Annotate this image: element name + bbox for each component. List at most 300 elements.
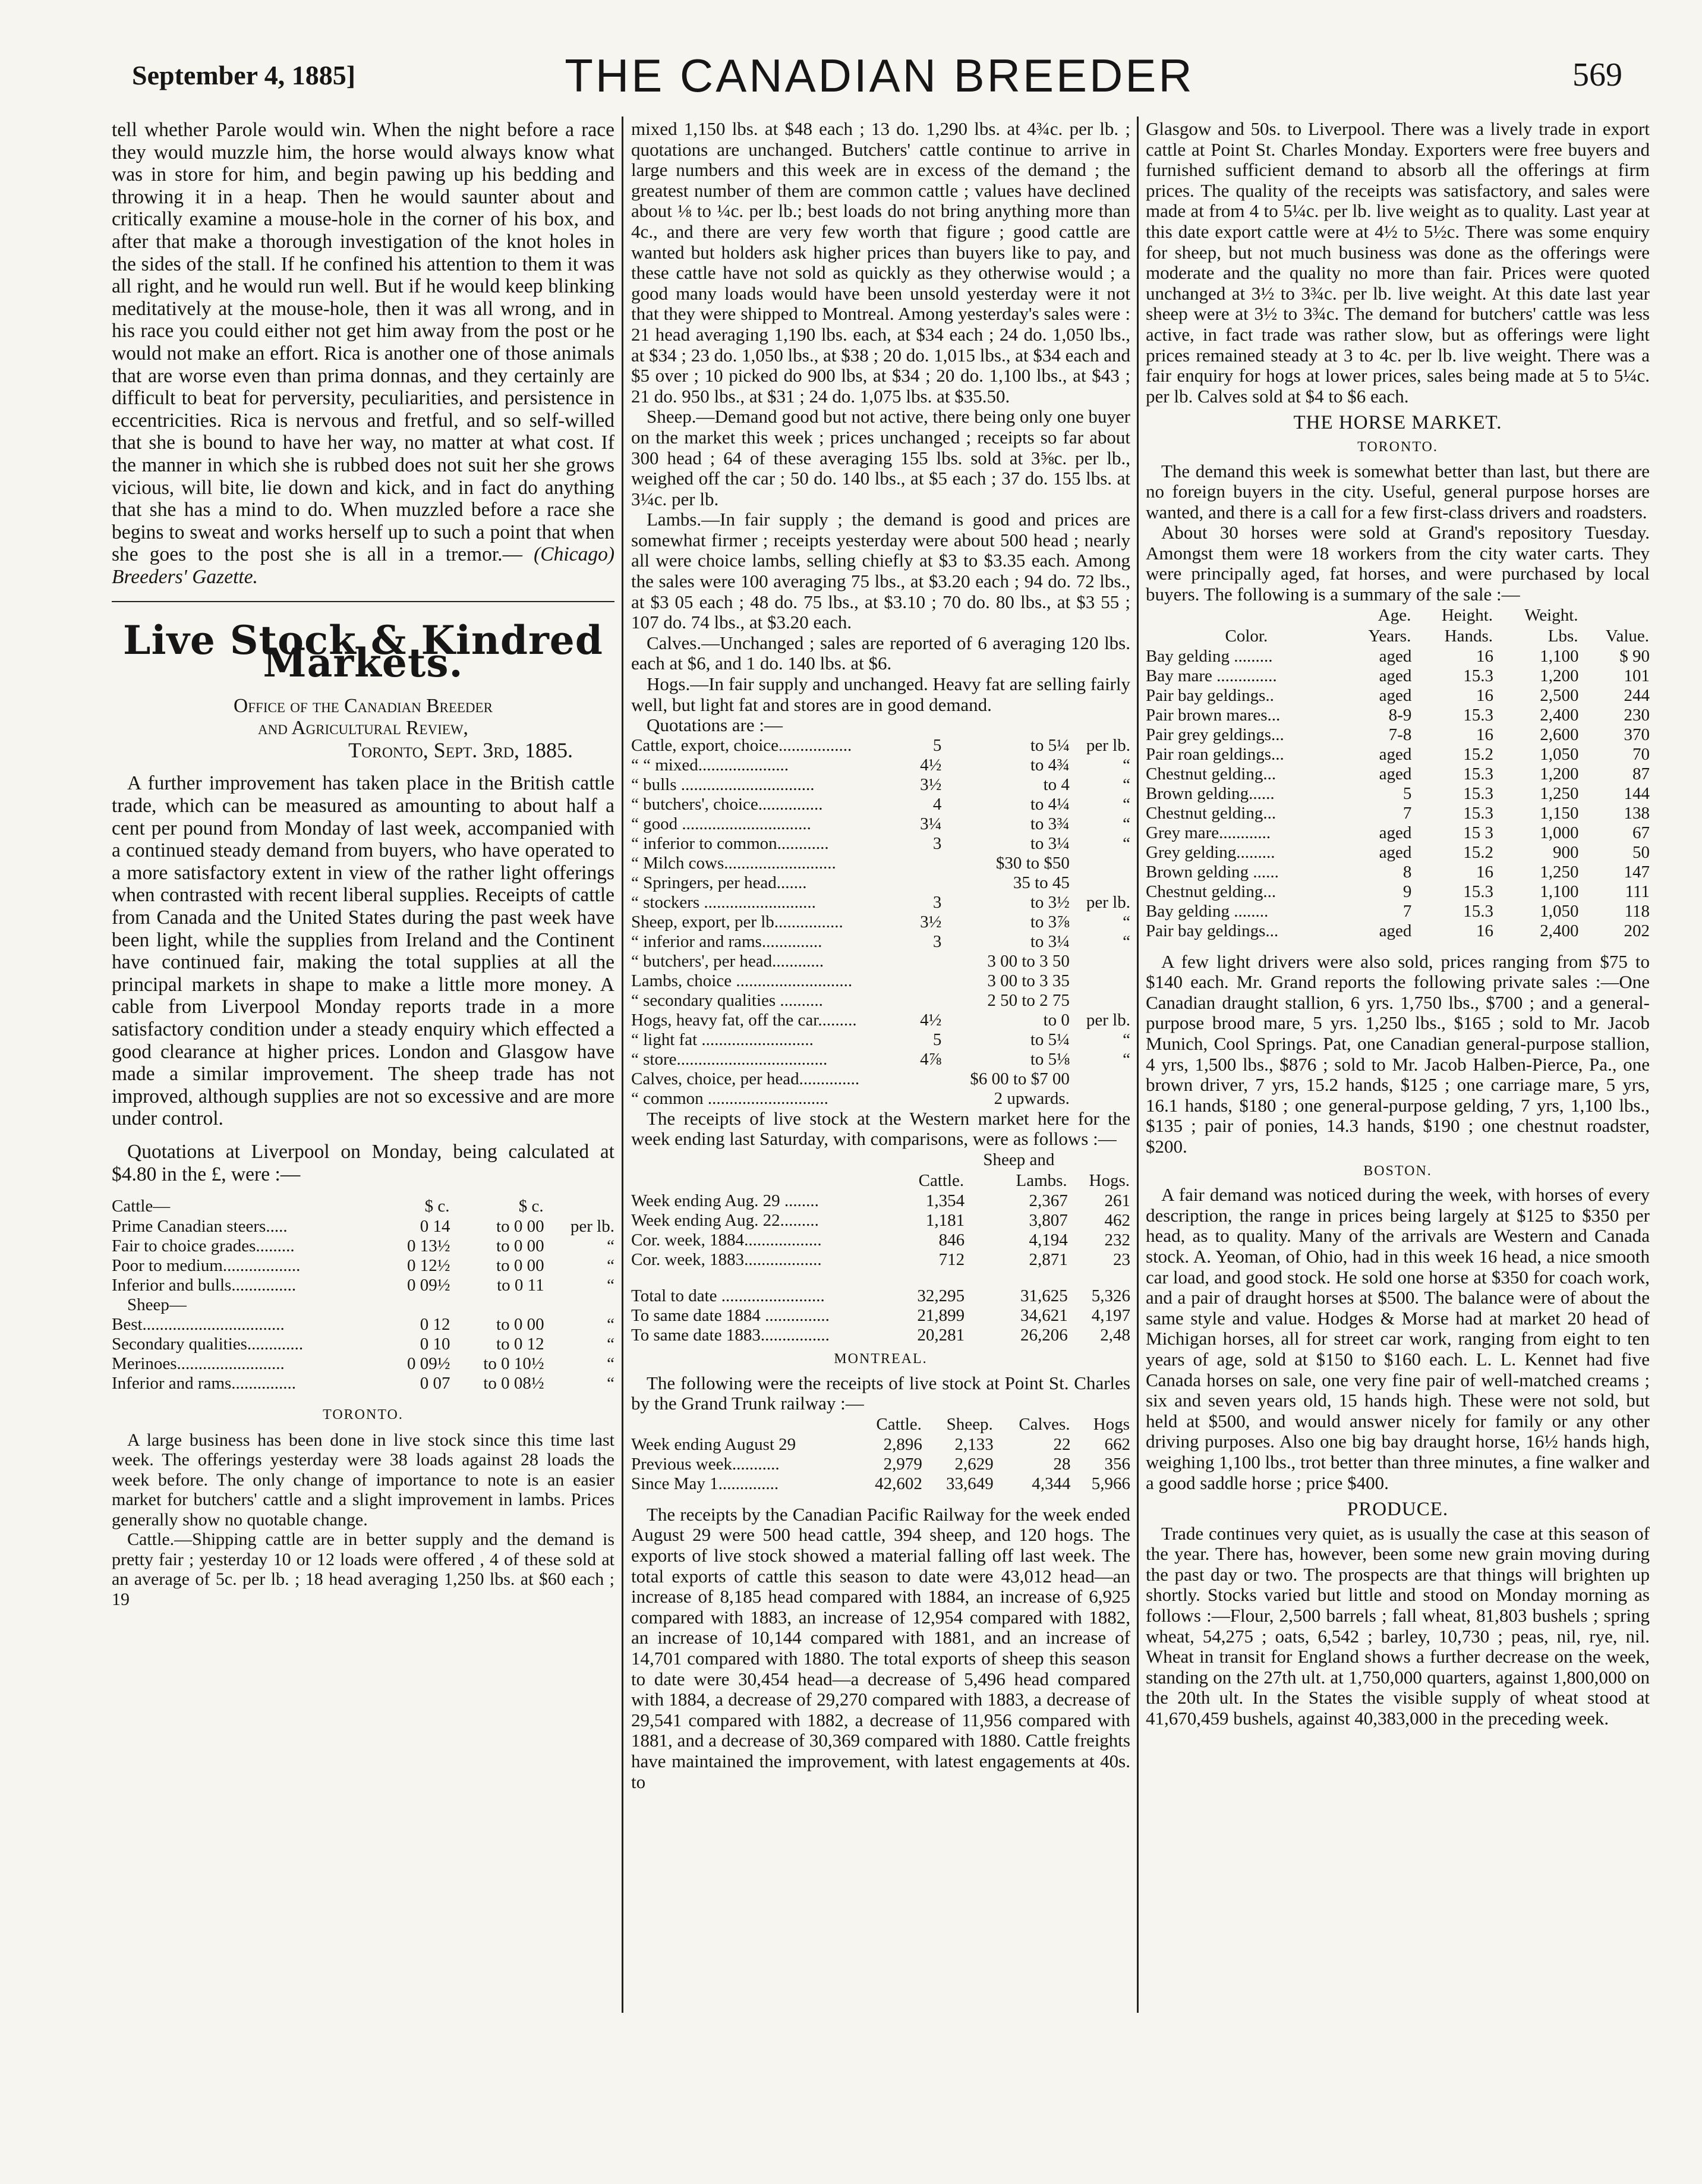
issue-date: September 4, 1885] — [132, 60, 356, 90]
table-cell: 3,807 — [1029, 1211, 1068, 1230]
table-cell: 1,150 — [1540, 803, 1579, 823]
table-cell: Lambs, choice ........................... — [631, 971, 853, 990]
table-row — [631, 952, 1130, 971]
table-cell: “ — [1123, 1049, 1130, 1069]
table-cell: 1,100 — [1540, 646, 1579, 666]
table-cell: 7 — [1402, 803, 1412, 823]
table-cell: Calves, choice, per head.............. — [631, 1069, 860, 1088]
table-row — [112, 1276, 614, 1295]
table-row — [631, 1089, 1130, 1109]
table-cell: “ store................................... — [631, 1049, 828, 1069]
table-cell: 2,367 — [1029, 1191, 1068, 1210]
table-cell: to 3½ — [1030, 892, 1070, 912]
table-cell: 370 — [1624, 725, 1650, 744]
table-header: Calves. — [1019, 1414, 1070, 1434]
table-cell: 15.3 — [1463, 783, 1494, 803]
table-cell: “ secondary qualities .......... — [631, 990, 823, 1010]
table-cell — [381, 1295, 450, 1315]
table-row — [631, 1030, 1130, 1050]
table-header: Cattle. — [876, 1414, 922, 1434]
table-cell: Bay gelding ........ — [1146, 901, 1269, 921]
table-cell: 2,500 — [1540, 685, 1579, 705]
table-cell: “ — [607, 1256, 614, 1276]
table-cell: to 5⅛ — [1030, 1049, 1070, 1069]
table-cell: 15.3 — [1463, 705, 1494, 725]
table-cell: 4,344 — [1032, 1474, 1071, 1493]
table-cell: 2,48 — [1100, 1326, 1130, 1345]
table-cell: 21,899 — [917, 1306, 965, 1325]
table-cell: “ bulls ............................... — [631, 775, 815, 794]
table-cell: 15.3 — [1463, 666, 1494, 685]
table-cell: 2,896 — [883, 1434, 922, 1454]
table-cell — [908, 1089, 941, 1109]
table-cell: to 5¼ — [1030, 735, 1070, 755]
table-row — [631, 795, 1130, 814]
table-cell: 70 — [1632, 744, 1650, 764]
table-cell: 111 — [1625, 882, 1650, 901]
table-cell: $ 90 — [1619, 646, 1650, 666]
table-cell: 15 3 — [1463, 823, 1494, 842]
table-row — [1146, 921, 1650, 941]
subsection-heading: TORONTO. — [323, 1407, 404, 1423]
table-cell: Bay mare .............. — [1146, 666, 1277, 685]
table-cell: 16 — [1476, 685, 1494, 705]
table-row — [1146, 902, 1650, 921]
table-cell: 16 — [1476, 862, 1494, 882]
table-cell: 8 — [1402, 862, 1412, 882]
table-row — [631, 1050, 1130, 1069]
table-cell: aged — [1379, 744, 1412, 764]
table-row — [631, 1191, 1130, 1211]
table-row — [631, 873, 1130, 893]
table-cell: 244 — [1624, 685, 1650, 705]
table-cell: 2,400 — [1540, 705, 1579, 725]
article-paragraph: Lambs.—In fair supply ; the demand is good and prices are somewhat firmer ; receipts yesterday were about 500 head ; nearly all were choice lambs, selling chiefly at $3 to $3.35 each. Among the sales were 100 averaging 75 lbs., at $3.20 each ; 94 do. 72 lbs., at $3 05 each ; 48 do. 75 lbs., at $3.10 ; 70 do. 80 lbs., at $3 55 ; 107 do. 74 lbs., at $3.20 each. — [631, 509, 1130, 633]
table-row — [112, 1354, 614, 1374]
table-cell: Chestnut gelding... — [1146, 803, 1276, 823]
table-cell — [908, 971, 941, 991]
table-row — [112, 1217, 614, 1236]
table-cell: 662 — [1104, 1434, 1130, 1454]
table-cell — [631, 1270, 1130, 1286]
liverpool-quotations-table — [112, 1196, 614, 1393]
dateline: Toronto, Sept. 3rd, 1885. — [348, 738, 573, 762]
table-cell: 5,966 — [1091, 1474, 1130, 1493]
table-cell: Inferior and rams............... — [112, 1374, 297, 1393]
table-cell: to 0 08½ — [483, 1374, 544, 1393]
table-row — [1146, 764, 1650, 784]
article-paragraph: A few light drivers were also sold, prices ranging from $75 to $140 each. Mr. Grand reports the following private sales :—One Canadian draught stallion, 6 yrs. 1,750 lbs., $700 ; and a general-purpose brood mare, 5 yrs. 1,250 lbs., $165 ; sold to Mr. Jacob Munich, Cool Springs. Pat, one Canadian general-purpose stallion, 4 yrs, 1,500 lbs., $876 ; sold to Mr. Jacob Halben-Pierce, Pa., one brown driver, 7 yrs, 15.2 hands, $125 ; one carriage mare, 5 yrs, 16.1 hands, $180 ; one general-purpose gelding, 7 yrs, 1,100 lbs., $135 ; pair of ponies, 14.3 hands, $190 ; one chestnut roadster, $200. — [1146, 951, 1650, 1157]
table-cell: 67 — [1632, 823, 1650, 842]
table-cell: to 0 — [1043, 1010, 1070, 1030]
table-cell: to 3¼ — [1030, 931, 1070, 951]
table-cell: 144 — [1624, 783, 1650, 803]
table-cell — [908, 991, 941, 1011]
table-cell: 4½ — [920, 1010, 942, 1030]
table-header: Years. — [1368, 626, 1411, 646]
table-cell: per lb. — [1086, 735, 1130, 755]
table-cell: “ “ mixed..................... — [631, 755, 789, 775]
section-heading: THE HORSE MARKET. — [1293, 412, 1502, 434]
table-cell: Previous week........... — [631, 1454, 780, 1474]
table-cell: 0 07 — [420, 1374, 450, 1393]
table-cell: Chestnut gelding... — [1146, 882, 1276, 901]
table-cell: Week ending Aug. 29 ........ — [631, 1191, 819, 1210]
table-cell: 15.2 — [1463, 842, 1494, 862]
horse-sale-table — [1146, 605, 1650, 941]
article-paragraph: Glasgow and 50s. to Liverpool. There was a lively trade in export cattle at Point St. Charles Monday. Exporters were free buyers and furnished sufficient demand to absorb all the offerings at firm prices. The quality of the receipts was satisfactory, and sales were made at from 4 to 5¼c. per lb. live weight as to quality. Last year at this date export cattle were at 4½ to 5½c. There was some enquiry for sheep, but not much business was done as the offerings were moderate and the quality no more than fair. Prices were quoted unchanged at 3½ to 3¾c. per lb. live weight. At this date last year sheep were at 3½ to 3¾c. The demand for butchers' cattle was less active, in fact trade was rather slow, but as offerings were light prices remained steady at 3 to 4c. per lb. live weight. There was a fair enquiry for hogs at lower prices, sales being made at 5 to 5¼c. per lb. Calves sold at $4 to $6 each. — [1146, 118, 1650, 407]
table-cell: 1,050 — [1540, 744, 1579, 764]
table-header: Sheep. — [946, 1414, 993, 1434]
table-header: Hogs. — [1089, 1171, 1130, 1190]
table-cell: “ — [1123, 912, 1130, 931]
table-header: Color. — [1225, 626, 1268, 646]
table-cell: Pair bay geldings... — [1146, 921, 1279, 940]
table-row — [1146, 823, 1650, 843]
table-cell: 1,181 — [925, 1211, 965, 1230]
table-cell: “ Springers, per head....... — [631, 873, 807, 892]
table-cell: to 0 00 — [496, 1217, 544, 1236]
table-cell: 4⅞ — [920, 1049, 942, 1069]
table-header: $ c. — [424, 1197, 450, 1216]
table-cell: Pair roan geldings... — [1146, 744, 1284, 764]
table-row — [112, 1315, 614, 1335]
table-cell: 147 — [1624, 862, 1650, 882]
article-paragraph: Sheep.—Demand good but not active, there being only one buyer on the market this week ; prices unchanged ; receipts so far about 300 head ; 64 of these averaging 155 lbs. sold at 3⅝c. per lb., weighed off the car ; 50 do. 140 lbs., at $5 each ; 37 do. 155 lbs. at 3¼c. per lb. — [631, 406, 1130, 509]
article-paragraph: Quotations are :— — [647, 715, 783, 736]
table-header — [631, 1170, 894, 1191]
table-row — [1146, 647, 1650, 666]
article-paragraph: About 30 horses were sold at Grand's repository Tuesday. Amongst them were 18 workers from the city water carts. They were principally aged, fat horses, and were purchased by local buyers. The following is a summary of the sale :— — [1146, 522, 1650, 605]
table-spacer-row — [631, 1270, 1130, 1286]
table-cell: 16 — [1476, 725, 1494, 744]
table-cell: 0 12 — [420, 1315, 450, 1335]
table-cell: 1,200 — [1540, 764, 1579, 783]
table-row — [1146, 706, 1650, 725]
table-cell: to 5¼ — [1030, 1030, 1070, 1049]
table-cell: Pair brown mares... — [1146, 705, 1281, 725]
table-cell — [450, 1295, 544, 1315]
table-cell: 4 — [932, 794, 942, 814]
table-cell: 2,400 — [1540, 921, 1579, 940]
table-row — [631, 1069, 1130, 1089]
table-cell: “ — [1123, 814, 1130, 833]
table-cell: 2,871 — [1029, 1250, 1068, 1269]
table-header — [1579, 605, 1650, 626]
table-cell: 3 00 to 3 35 — [987, 971, 1070, 990]
table-cell: Total to date ........................ — [631, 1286, 825, 1305]
table-cell: 1,200 — [1540, 666, 1579, 685]
table-header: Sheep and — [983, 1150, 1055, 1169]
table-cell: to 4¼ — [1030, 794, 1070, 814]
table-cell: to 3¼ — [1030, 833, 1070, 853]
article-paragraph: A further improvement has taken place in the British cattle trade, which can be measured as amounting to about half a cent per pound from Monday of last week, accompanied with a continued steady demand from buyers, who have operated to a more satisfactory extent in view of the rather light offerings when contrasted with recent liberal supplies. Receipts of cattle from Canada and the United States during the past week have been light, while the supplies from Ireland and the Continent have continued fair, making the total supplies at all the principal markets in shape to make a little more money. A cable from Liverpool Monday reports trade in a more satisfactory condition under a steady enquiry which effected a good clearance at higher prices. London and Glasgow have made a similar improvement. The sheep trade has not improved, although supplies are not so excessive and are more under control. — [112, 772, 614, 1130]
table-header: Lambs. — [1016, 1171, 1067, 1190]
table-cell: to 0 00 — [496, 1236, 544, 1256]
table-cell: Fair to choice grades......... — [112, 1236, 295, 1256]
table-row — [1146, 784, 1650, 804]
column-1 — [112, 119, 614, 1609]
table-cell: per lb. — [1086, 1010, 1130, 1030]
table-cell: To same date 1884 ............... — [631, 1306, 830, 1325]
table-cell: “ — [1123, 931, 1130, 951]
table-header: Lbs. — [1547, 626, 1578, 646]
table-cell: “ — [607, 1236, 614, 1256]
table-row — [631, 1231, 1130, 1250]
table-cell: 35 to 45 — [1013, 873, 1070, 892]
table-cell: 1,100 — [1540, 882, 1579, 901]
table-header: Age. — [1378, 605, 1411, 625]
table-row — [1146, 725, 1650, 745]
table-cell: “ — [1123, 794, 1130, 814]
table-cell: “ common ............................ — [631, 1088, 828, 1108]
table-cell: “ — [1123, 755, 1130, 775]
western-market-receipts-table — [631, 1150, 1130, 1345]
table-cell: Grey gelding......... — [1146, 842, 1275, 862]
table-header — [1068, 1150, 1130, 1170]
table-cell: 26,206 — [1020, 1326, 1068, 1345]
table-row — [631, 736, 1130, 756]
table-cell: “ — [607, 1335, 614, 1354]
table-row — [631, 971, 1130, 991]
table-header — [894, 1150, 965, 1170]
table-cell: 16 — [1476, 921, 1494, 940]
table-cell — [908, 873, 941, 893]
table-cell: 0 09½ — [407, 1354, 450, 1374]
table-cell: 1,250 — [1540, 862, 1579, 882]
table-cell: 462 — [1104, 1211, 1130, 1230]
table-cell: “ butchers', per head............ — [631, 951, 824, 971]
table-cell: 15.3 — [1463, 764, 1494, 783]
table-cell: 3 — [932, 931, 942, 951]
table-header-row — [112, 1196, 614, 1217]
table-header: Cattle. — [918, 1171, 965, 1190]
table-cell: Cor. week, 1883.................. — [631, 1250, 822, 1269]
table-header — [631, 1150, 894, 1170]
table-cell: “ — [607, 1276, 614, 1295]
table-cell — [1070, 854, 1130, 873]
table-row — [1146, 686, 1650, 706]
table-row — [631, 1011, 1130, 1030]
table-cell: 1,250 — [1540, 783, 1579, 803]
table-cell: 232 — [1104, 1231, 1130, 1250]
table-header: Cattle— — [112, 1197, 171, 1216]
table-cell: 3½ — [920, 775, 942, 794]
table-cell: “ — [1123, 1030, 1130, 1049]
table-row — [631, 893, 1130, 912]
table-row — [631, 1474, 1130, 1494]
table-cell: 20,281 — [917, 1326, 965, 1345]
table-row — [631, 854, 1130, 873]
table-cell: 15.3 — [1463, 882, 1494, 901]
table-cell: “ — [1123, 833, 1130, 853]
table-row — [631, 1455, 1130, 1474]
table-row — [631, 932, 1130, 952]
table-cell: 0 10 — [420, 1335, 450, 1354]
page-header — [119, 42, 1640, 107]
table-cell: “ Milch cows.......................... — [631, 853, 836, 873]
table-header-row — [1146, 605, 1650, 626]
table-cell: 3 — [932, 833, 942, 853]
table-cell: 2,629 — [954, 1454, 994, 1474]
table-cell — [1070, 971, 1130, 991]
table-cell: 202 — [1624, 921, 1650, 940]
table-cell — [544, 1295, 614, 1315]
table-row — [1146, 804, 1650, 823]
table-cell: 2,133 — [954, 1434, 994, 1454]
table-cell: 8-9 — [1388, 705, 1412, 725]
table-cell — [1070, 1089, 1130, 1109]
table-cell: 2 50 to 2 75 — [987, 990, 1070, 1010]
table-cell: Hogs, heavy fat, off the car......... — [631, 1010, 857, 1030]
table-cell: 87 — [1632, 764, 1650, 783]
table-cell: 23 — [1113, 1250, 1130, 1269]
table-cell: 230 — [1624, 705, 1650, 725]
table-cell: 15.3 — [1463, 803, 1494, 823]
table-cell: 356 — [1104, 1454, 1130, 1474]
table-cell: 900 — [1553, 842, 1579, 862]
table-cell: Inferior and bulls............... — [112, 1276, 297, 1295]
section-heading: PRODUCE. — [1347, 1499, 1449, 1521]
table-header: Height. — [1441, 605, 1493, 625]
table-row — [631, 1211, 1130, 1231]
table-cell: Since May 1.............. — [631, 1474, 779, 1493]
table-cell: Sheep— — [127, 1295, 187, 1315]
table-cell: 3½ — [920, 912, 942, 931]
table-cell: “ — [1123, 775, 1130, 794]
article-source: (Chicago) Breeders' Gazette. — [112, 543, 614, 588]
table-cell: aged — [1379, 646, 1412, 666]
table-cell: 846 — [938, 1231, 965, 1250]
table-cell: “ — [607, 1374, 614, 1393]
column-rule — [1137, 117, 1139, 2013]
table-header-row — [631, 1414, 1130, 1435]
table-cell: 42,602 — [875, 1474, 922, 1493]
table-cell: to 3⅞ — [1030, 912, 1070, 931]
montreal-receipts-table — [631, 1414, 1130, 1494]
subsection-heading: TORONTO. — [1357, 439, 1438, 455]
article-paragraph: mixed 1,150 lbs. at $48 each ; 13 do. 1,290 lbs. at 4¾c. per lb. ; quotations are unchanged. Butchers' cattle continue to arrive in large numbers and this week are in excess of the demand ; the greatest number of them are common cattle ; values have declined about ⅛ to ¼c. per lb.; best loads do not bring anything more than 4c., and there are very few worth that figure ; good cattle are wanted but holders ask higher prices than buyers like to pay, and these cattle have not sold as quickly as they otherwise would ; a good many loads would have been unsold yesterday were it not that they were shipped to Montreal. Among yesterday's sales were : 21 head averaging 1,190 lbs. each, at $34 each ; 24 do. 1,050 lbs., at $34 ; 23 do. 1,050 lbs., at $38 ; 20 do. 1,015 lbs., at $34 each and $5 over ; 10 picked do 900 lbs, at $34 ; 20 do. 1,100 lbs., at $43 ; 21 do. 950 lbs., at $31 ; 24 do. 1,075 lbs. at $35.50. — [631, 118, 1130, 407]
column-2 — [631, 119, 1130, 1792]
table-row — [631, 775, 1130, 795]
table-cell: 261 — [1104, 1191, 1130, 1210]
table-cell: 5 — [1402, 783, 1412, 803]
table-cell: 1,050 — [1540, 901, 1579, 921]
table-row — [1146, 666, 1650, 686]
table-cell: To same date 1883................ — [631, 1326, 830, 1345]
table-cell: Week ending August 29 — [631, 1434, 796, 1454]
table-cell: “ inferior and rams.............. — [631, 931, 822, 951]
table-cell: 5,326 — [1091, 1286, 1130, 1305]
table-header-row — [1146, 626, 1650, 647]
table-cell: Brown gelding...... — [1146, 783, 1275, 803]
table-cell: 1,000 — [1540, 823, 1579, 842]
table-cell: 0 12½ — [407, 1256, 450, 1276]
article-paragraph: Quotations at Liverpool on Monday, being calculated at $4.80 in the £, were :— — [112, 1140, 614, 1185]
table-row — [112, 1256, 614, 1276]
article-paragraph: The receipts by the Canadian Pacific Railway for the week ended August 29 were 500 head cattle, 394 sheep, and 120 hogs. The exports of live stock showed a material falling off last week. The total exports of cattle this season to date were 43,012 head—an increase of 8,185 head compared with 1884, an increase of 6,925 compared with 1883, an increase of 12,954 compared with 1882, an increase of 10,144 compared with 1881, and an increase of 14,701 compared with 1880. The total exports of sheep this season to date were 30,454 head—a decrease of 5,496 head compared with 1884, a decrease of 29,270 compared with 1883, a decrease of 29,541 compared with 1882, a decrease of 11,956 compared with 1881, and a decrease of 30,369 compared with 1880. Cattle freights have maintained the improvement, with latest engagements at 40s. to — [631, 1503, 1130, 1792]
table-row — [112, 1335, 614, 1354]
article-paragraph: A fair demand was noticed during the week, with horses of every description, the range in prices being largely at $125 to $350 per head, as to quality. Many of the arrivals are Western and Canada stock. A. Yeoman, of Ohio, had in this week 16 head, a nice smooth car load, and good stock. He sold one horse at $350 for coach work, and a pair of draught horses at $500. The balance were of about the same style and value. Hodges & Morse had at market 20 head of Michigan horses, all for street car work, ranging from eight to ten years of age, sold at $150 to $160 each. L. L. Kennet had five Canada horses on sale, one very fine pair of well-matched creams ; six and seven years old, 15 hands high. These were not sold, but held at $500, and would answer nicely for family or any other driving purposes. Also one big bay draught horse, 16½ hands high, weighing 1,100 lbs., trot better than three minutes, a fine walker and a good saddle horse ; price $400. — [1146, 1184, 1650, 1493]
table-cell: 33,649 — [945, 1474, 994, 1493]
table-cell — [908, 952, 941, 971]
article-paragraph: A large business has been done in live stock since this time last week. The offerings yesterday were 38 loads against 28 loads the week before. The only change of importance to note is an easier market for butchers' cattle and a slight improvement in lambs. Prices generally show no quotable change. — [112, 1430, 614, 1530]
table-cell: $6 00 to $7 00 — [970, 1069, 1070, 1088]
table-cell: Grey mare............ — [1146, 823, 1271, 842]
table-row — [631, 834, 1130, 854]
table-cell — [1070, 952, 1130, 971]
table-row — [1146, 745, 1650, 764]
table-header — [1146, 605, 1342, 626]
table-cell: 15.2 — [1463, 744, 1494, 764]
table-cell: 0 13½ — [407, 1236, 450, 1256]
table-row — [112, 1236, 614, 1256]
table-row — [631, 1250, 1130, 1270]
article-paragraph: The following were the receipts of live stock at Point St. Charles by the Grand Trunk railway :— — [631, 1372, 1130, 1414]
toronto-quotations-table — [631, 736, 1130, 1109]
table-cell: 28 — [1053, 1454, 1071, 1474]
table-cell: aged — [1379, 921, 1412, 940]
table-cell: “ butchers', choice............... — [631, 794, 823, 814]
table-cell: 5 — [932, 1030, 942, 1049]
table-cell: $30 to $50 — [995, 853, 1070, 873]
table-header-row — [631, 1170, 1130, 1191]
table-cell: 5 — [932, 735, 942, 755]
table-cell: 50 — [1632, 842, 1650, 862]
table-cell: Merinoes......................... — [112, 1354, 285, 1374]
table-cell: to 0 00 — [496, 1315, 544, 1335]
table-cell: Poor to medium.................. — [112, 1256, 301, 1276]
table-cell: to 4 — [1043, 775, 1070, 794]
article-paragraph: Cattle.—Shipping cattle are in better supply and the demand is pretty fair ; yesterday 10 or 12 loads were offered , 4 of these sold at an average of 5c. per lb. ; 18 head averaging 1,250 lbs. at $60 each ; 19 — [112, 1530, 614, 1609]
table-header-row — [631, 1150, 1130, 1170]
article-paragraph: Trade continues very quiet, as is usually the case at this season of the year. There has, however, been some new grain moving during the past day or two. The prospects are that things will brighten up shortly. Stocks varied but little and stood on Monday morning as follows :—Flour, 2,500 barrels ; fall wheat, 81,803 bushels ; spring wheat, 54,275 ; oats, 6,542 ; barley, 10,730 ; peas, nil, rye, nil. Wheat in transit for England shows a further decrease on the week, standing on the 27th ult. at 1,750,000 quarters, against 1,800,000 on the 20th ult. In the States the visible supply of wheat stood at 41,670,459 bushels, against 40,383,000 in the preceding week. — [1146, 1522, 1650, 1729]
table-cell: 1,354 — [925, 1191, 965, 1210]
table-cell: Secondary qualities............. — [112, 1335, 304, 1354]
table-cell: 31,625 — [1020, 1286, 1068, 1305]
table-row — [631, 991, 1130, 1011]
column-3 — [1146, 119, 1650, 1729]
table-cell: Prime Canadian steers..... — [112, 1217, 288, 1236]
table-cell: 712 — [938, 1250, 965, 1269]
article-paragraph: The demand this week is somewhat better than last, but there are no foreign buyers in the city. Useful, general purpose horses are wanted, and there is a call for a few first-class drivers and roadsters. — [1146, 460, 1650, 523]
article-paragraph: Calves.—Unchanged ; sales are reported of 6 averaging 120 lbs. each at $6, and 1 do. 140 lbs. at $6. — [631, 632, 1130, 674]
table-cell — [908, 1069, 941, 1089]
table-cell: 118 — [1624, 901, 1650, 921]
table-cell: Best................................. — [112, 1315, 285, 1335]
table-row — [631, 1326, 1130, 1345]
table-cell: 32,295 — [917, 1286, 965, 1305]
table-cell: to 0 00 — [496, 1256, 544, 1276]
table-header — [631, 1414, 851, 1435]
table-cell: Week ending Aug. 22......... — [631, 1211, 819, 1230]
table-cell: “ light fat .......................... — [631, 1030, 814, 1049]
table-cell: 2,600 — [1540, 725, 1579, 744]
section-title: Live Stock & Kindred Markets. — [123, 617, 603, 687]
table-cell: to 0 12 — [496, 1335, 544, 1354]
table-cell: 22 — [1053, 1434, 1071, 1454]
table-cell: aged — [1379, 823, 1412, 842]
table-row — [631, 1306, 1130, 1326]
table-cell: 0 14 — [420, 1217, 450, 1236]
table-cell: 0 09½ — [407, 1276, 450, 1295]
table-header: Hands. — [1444, 626, 1493, 646]
table-cell: Bay gelding ......... — [1146, 646, 1273, 666]
table-cell: per lb. — [1086, 892, 1130, 912]
article-paragraph: tell whether Parole would win. When the night before a race they would muzzle him, the horse would always know what was in store for him, and begin pawing up his bedding and throwing it in a heap. Then he would saunter about and critically examine a mouse-hole in the corner of his box, and after that make a thorough investigation of the knot holes in the sides of the stall. If he confined his attention to them it was all right, and he would run well. But if he would keep blinking meditatively at the mouse-hole, then it was all wrong, and in his race you could either not get him away from the post or he would not make an effort. Rica is another one of those animals that are worse even than prima donnas, and they certainly are difficult to beat for perversity, peculiarities, and persistence in eccentricities. Rica is nervous and fretful, and so self-willed that she is bound to have her way, no matter at what cost. If the manner in which she is rubbed does not suit her she grows vicious, will bite, lie down and kick, and in fact do anything that she has a mind to do. When muzzled before a race she begins to sweat and works herself up to such a point that when she goes to the post she is all in a tremor.— (Chicago) Breeders' Gazette. — [112, 119, 614, 588]
table-row — [112, 1295, 614, 1315]
table-cell: 101 — [1624, 666, 1650, 685]
